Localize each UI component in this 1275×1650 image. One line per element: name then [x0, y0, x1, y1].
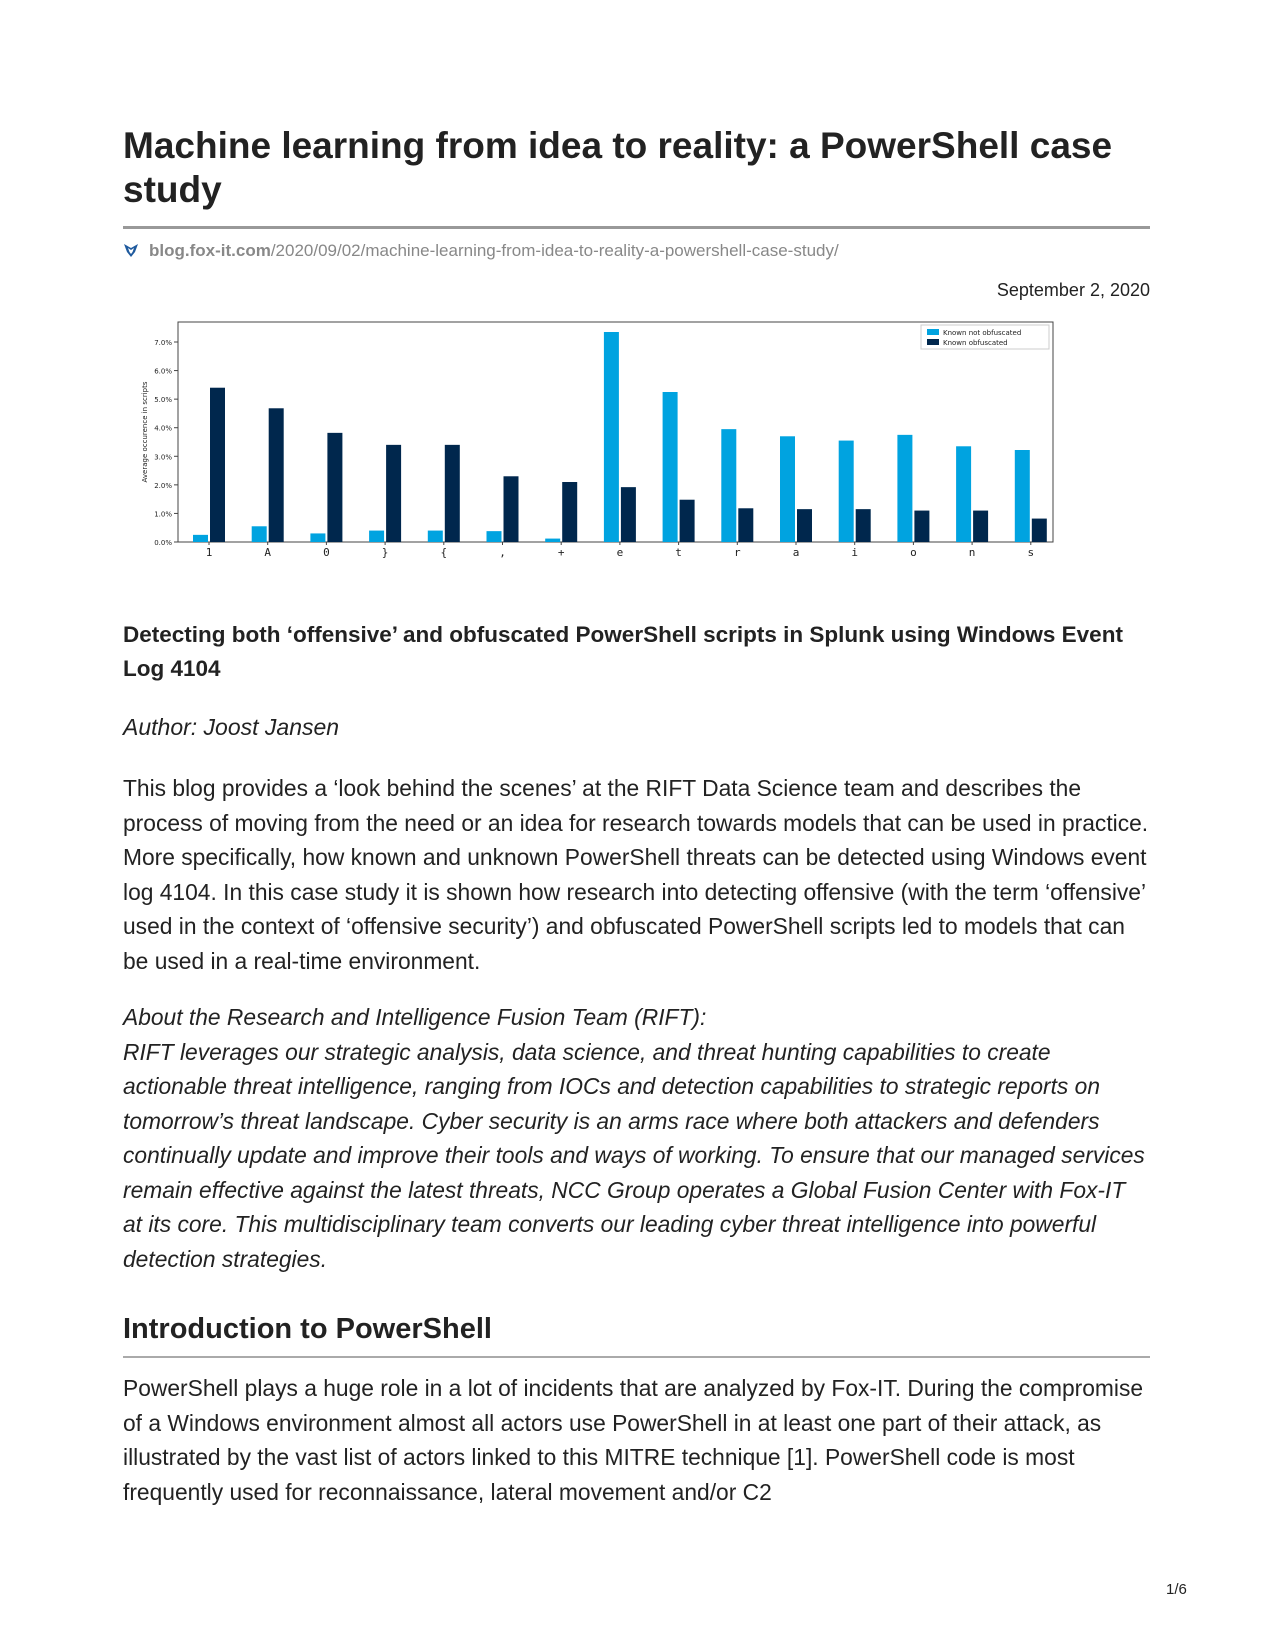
bar-obfuscated	[621, 487, 636, 542]
x-tick-label: A	[264, 546, 272, 559]
legend-swatch	[927, 339, 939, 345]
article-subtitle: Detecting both ‘offensive’ and obfuscated PowerShell scripts in Splunk using Windows Event Log 4104	[123, 622, 1123, 681]
bar-obfuscated	[327, 433, 342, 542]
y-tick-label: 2.0%	[154, 481, 172, 490]
y-tick-label: 1.0%	[154, 510, 172, 519]
bar-obfuscated	[210, 388, 225, 542]
rift-heading: About the Research and Intelligence Fusion Team (RIFT):	[123, 1004, 707, 1030]
bar-not-obfuscated	[193, 535, 208, 542]
x-tick-label: s	[1027, 546, 1035, 559]
y-tick-label: 3.0%	[154, 453, 172, 462]
bar-not-obfuscated	[839, 441, 854, 542]
y-tick-label: 7.0%	[154, 339, 172, 347]
publish-date: September 2, 2020	[996, 280, 1150, 300]
section-heading: Introduction to PowerShell	[123, 1313, 492, 1345]
x-tick-label: +	[557, 546, 565, 559]
article-title: Machine learning from idea to reality: a PowerShell case study	[123, 125, 1113, 210]
bar-not-obfuscated	[310, 533, 325, 542]
section-divider	[123, 1356, 1150, 1358]
x-tick-label: a	[792, 546, 800, 559]
bar-obfuscated	[797, 509, 812, 542]
x-tick-label: r	[733, 546, 741, 559]
bar-obfuscated	[680, 500, 695, 542]
bar-not-obfuscated	[252, 526, 267, 542]
x-tick-label: 1	[205, 546, 213, 559]
rift-about	[123, 1000, 1150, 1276]
bar-not-obfuscated	[487, 531, 502, 542]
y-tick-label: 0.0%	[154, 539, 172, 547]
y-tick-label: 4.0%	[154, 424, 172, 433]
intro-paragraph: This blog provides a ‘look behind the scenes’ at the RIFT Data Science team and describes the process of moving from the need or an idea for research towards models that can be used in practice. More specifically, how known and unknown PowerShell threats can be detected using Windows event log 4104. In this case study it is shown how research into detecting offensive (with the term ‘offensive’ used in the context of ‘offensive security’) and obfuscated PowerShell scripts led to models that can be used in a real-time environment.	[123, 775, 1149, 974]
bar-not-obfuscated	[428, 531, 443, 542]
bar-obfuscated	[562, 482, 577, 542]
x-tick-label: {	[440, 546, 448, 559]
legend-swatch	[927, 329, 939, 335]
bar-not-obfuscated	[1015, 450, 1030, 542]
bar-not-obfuscated	[897, 435, 912, 542]
bar-obfuscated	[973, 511, 988, 542]
x-tick-label: e	[616, 546, 624, 559]
bar-not-obfuscated	[663, 392, 678, 542]
bar-not-obfuscated	[956, 446, 971, 542]
bar-obfuscated	[914, 511, 929, 542]
page-number: 1/6	[1166, 1581, 1187, 1598]
bar-obfuscated	[269, 408, 284, 542]
source-path: /2020/09/02/machine-learning-from-idea-to-reality-a-powershell-case-study/	[270, 241, 839, 260]
bar-not-obfuscated	[721, 429, 736, 542]
title-divider	[123, 226, 1150, 229]
legend-label: Known obfuscated	[943, 339, 1008, 347]
fox-logo-icon	[123, 242, 139, 258]
bar-obfuscated	[738, 508, 753, 542]
x-tick-label: n	[968, 546, 976, 559]
y-tick-label: 5.0%	[154, 396, 172, 405]
bar-obfuscated	[386, 445, 401, 542]
bar-not-obfuscated	[545, 539, 560, 542]
bar-not-obfuscated	[369, 531, 384, 542]
source-domain: blog.fox-it.com	[149, 241, 271, 260]
y-tick-label: 6.0%	[154, 367, 172, 376]
section-paragraph: PowerShell plays a huge role in a lot of incidents that are analyzed by Fox-IT. During the compromise of a Windows environment almost all actors use PowerShell in at least one part of their attack, as illustrated by the vast list of actors linked to this MITRE technique [1]. PowerShell code is most frequently used for reconnaissance, lateral movement and/or C2	[123, 1375, 1144, 1505]
y-axis-label: Average occurence in scripts	[141, 381, 149, 483]
bar-not-obfuscated	[780, 436, 795, 542]
character-frequency-chart	[141, 329, 1148, 595]
bar-obfuscated	[1032, 519, 1047, 542]
bar-obfuscated	[445, 445, 460, 542]
bar-obfuscated	[504, 476, 519, 542]
x-tick-label: i	[851, 546, 859, 559]
x-tick-label: o	[910, 546, 917, 559]
x-tick-label: t	[675, 546, 682, 559]
source-url[interactable]	[123, 240, 1150, 262]
rift-text: RIFT leverages our strategic analysis, data science, and threat hunting capabilities to create actionable threat intelligence, ranging from IOCs and detection capabilities to strategic reports on tomorrow’s threat landscape. Cyber security is an arms race where both attackers and defenders continually update and improve their tools and ways of working. To ensure that our managed services remain effective against the latest threats, NCC Group operates a Global Fusion Center with Fox-IT at its core. This multidisciplinary team converts our leading cyber threat intelligence into powerful detection strategies.	[123, 1038, 1145, 1272]
author-line: Author: Joost Jansen	[123, 714, 340, 740]
x-tick-label: 0	[323, 546, 330, 559]
x-tick-label: }	[381, 546, 389, 559]
bar-not-obfuscated	[604, 332, 619, 542]
bar-obfuscated	[856, 509, 871, 542]
legend-label: Known not obfuscated	[943, 329, 1022, 337]
x-tick-label: ,	[499, 546, 506, 559]
